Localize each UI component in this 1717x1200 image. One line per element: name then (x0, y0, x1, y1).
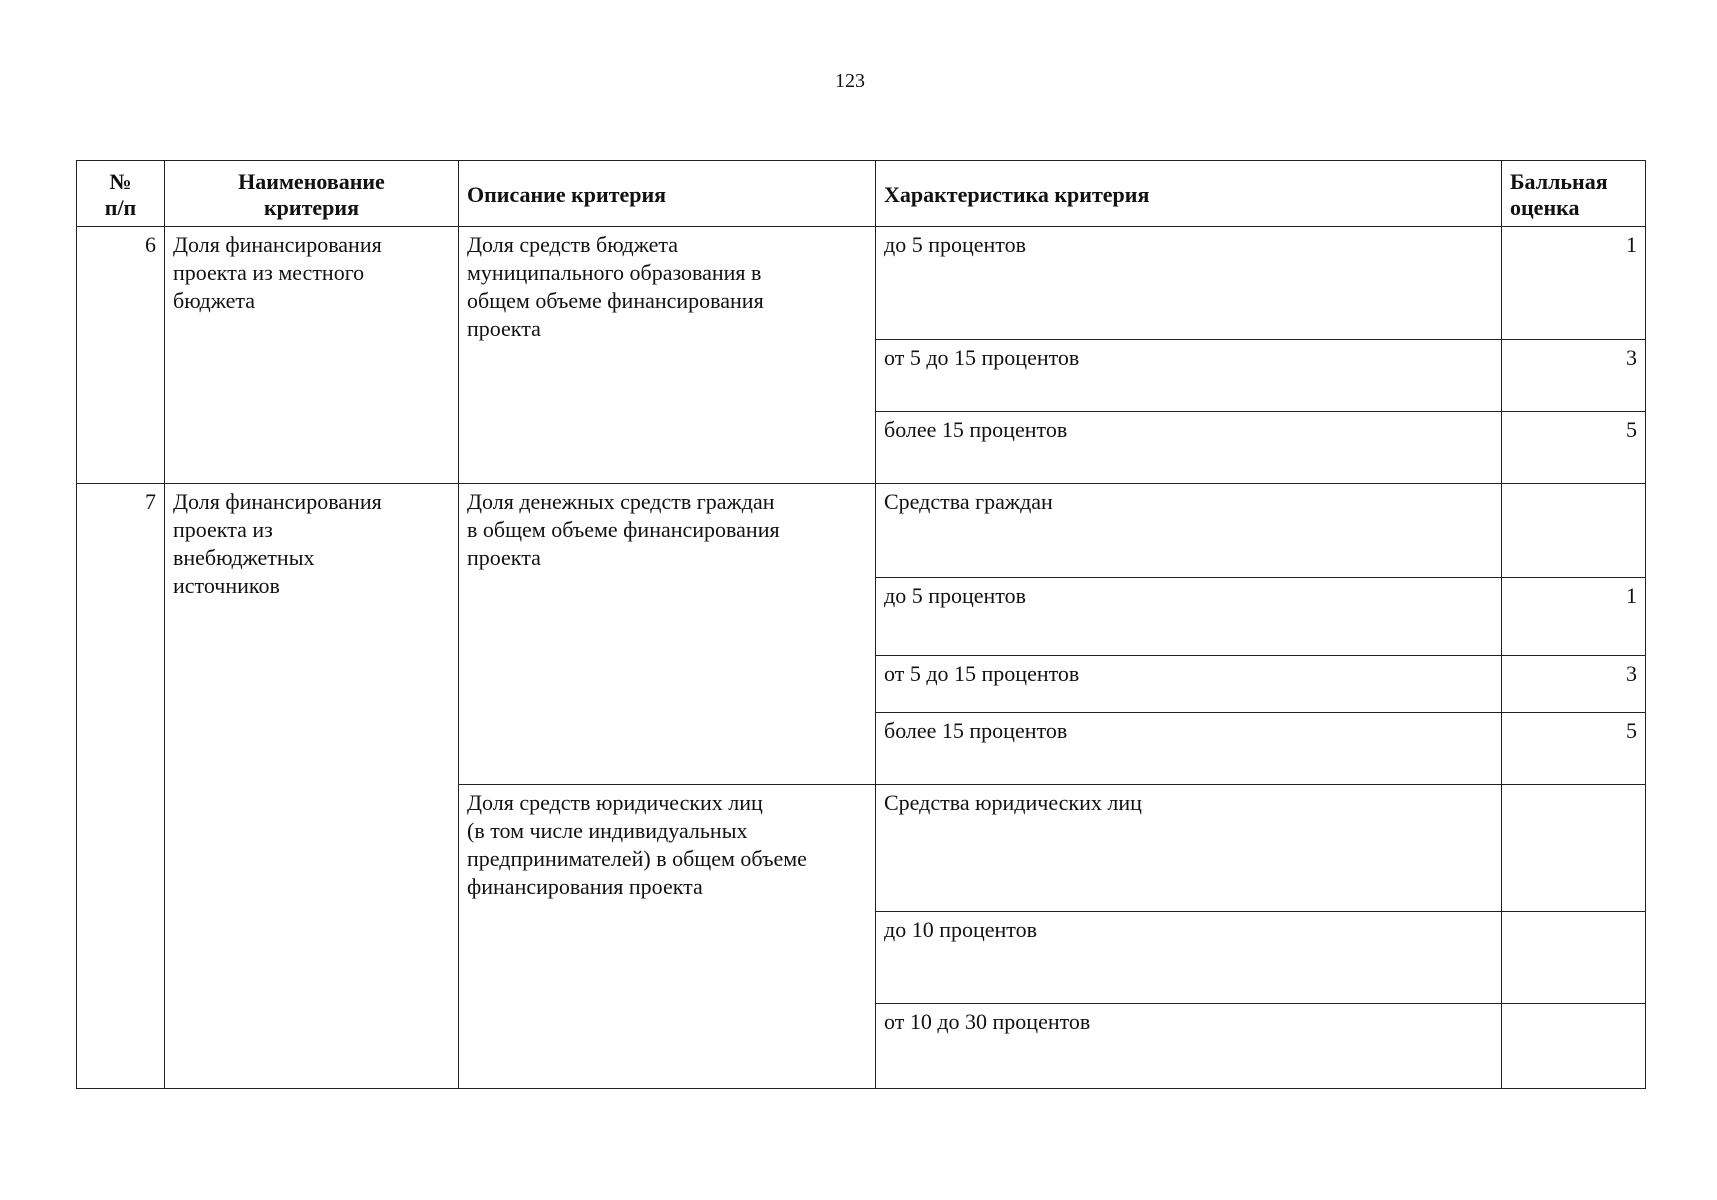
header-description: Описание критерия (459, 161, 876, 227)
criterion-score: 1 (1502, 578, 1646, 656)
criterion-characteristic: от 5 до 15 процентов (876, 656, 1502, 713)
criterion-score: 3 (1502, 340, 1646, 412)
criterion-score: 5 (1502, 713, 1646, 785)
criterion-description: Доля средств юридических лиц (в том числе индивидуальных предпринимателей) в общем объеме финансирования проекта (459, 785, 876, 1089)
criterion-score (1502, 785, 1646, 912)
row-number: 7 (77, 484, 165, 1089)
header-characteristic: Характеристика критерия (876, 161, 1502, 227)
criterion-score: 3 (1502, 656, 1646, 713)
header-name: Наименование критерия (165, 161, 459, 227)
header-number: № п/п (77, 161, 165, 227)
criterion-name: Доля финансирования проекта из внебюджетных источников (165, 484, 459, 1089)
table-row (77, 484, 1646, 578)
criterion-characteristic: Средства юридических лиц (876, 785, 1502, 912)
page-number: 123 (835, 70, 865, 92)
criterion-score: 1 (1502, 227, 1646, 340)
criterion-description: Доля средств бюджета муниципального образования в общем объеме финансирования проекта (459, 227, 876, 484)
criterion-characteristic: более 15 процентов (876, 713, 1502, 785)
table-header-row (77, 161, 1646, 227)
criterion-score: 5 (1502, 412, 1646, 484)
criterion-characteristic: до 5 процентов (876, 578, 1502, 656)
header-score: Балльная оценка (1502, 161, 1646, 227)
criterion-description: Доля денежных средств граждан в общем объеме финансирования проекта (459, 484, 876, 785)
criterion-characteristic: от 5 до 15 процентов (876, 340, 1502, 412)
criterion-score (1502, 484, 1646, 578)
criterion-characteristic: более 15 процентов (876, 412, 1502, 484)
table-row (77, 227, 1646, 340)
criterion-score (1502, 912, 1646, 1004)
criterion-name: Доля финансирования проекта из местного бюджета (165, 227, 459, 484)
row-number: 6 (77, 227, 165, 484)
criterion-characteristic: до 10 процентов (876, 912, 1502, 1004)
criteria-table (76, 160, 1646, 1089)
criterion-characteristic: Средства граждан (876, 484, 1502, 578)
criterion-characteristic: от 10 до 30 процентов (876, 1004, 1502, 1089)
criterion-characteristic: до 5 процентов (876, 227, 1502, 340)
criterion-score (1502, 1004, 1646, 1089)
